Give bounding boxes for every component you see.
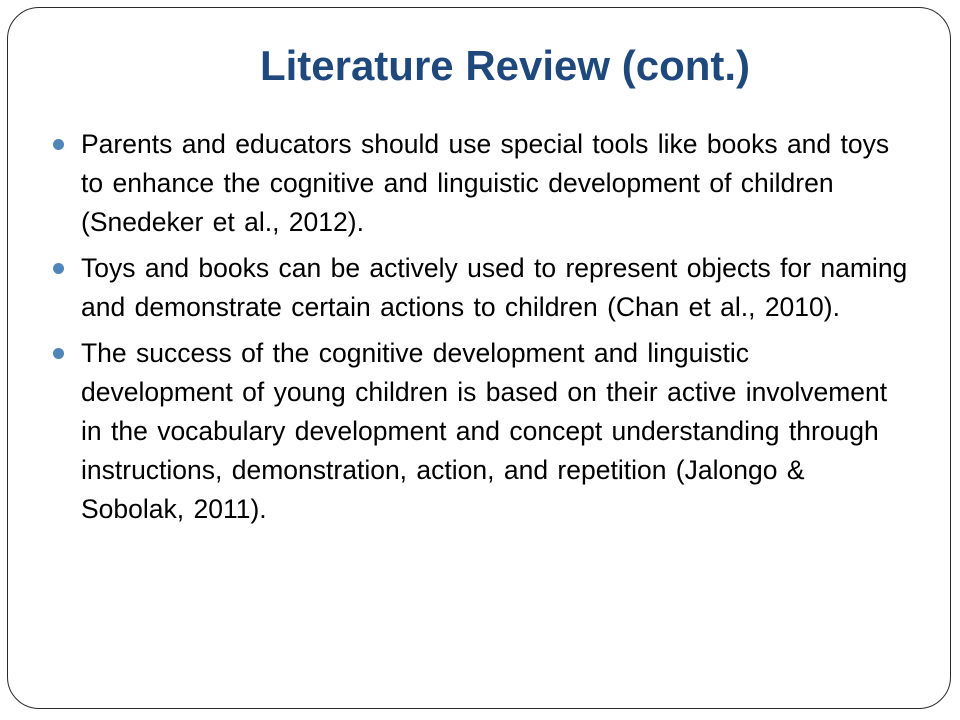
bullet-dot-icon [53,263,64,274]
bullet-dot-icon [53,139,64,150]
bullet-item [50,334,910,529]
bullet-dot-icon [53,348,64,359]
slide-title: Literature Review (cont.) [259,42,751,89]
bullet-list [50,125,910,536]
bullet-item [50,125,910,242]
bullet-text: Parents and educators should use special tools like books and toys to enhance the cognitive and linguistic development of children (Snedeker et al., 2012). [81,129,890,237]
bullet-text: Toys and books can be actively used to represent objects for naming and demonstrate certain actions to children (Chan et al., 2010). [81,253,908,322]
bullet-text: The success of the cognitive development and linguistic development of young children is based on their active involvement in the vocabulary development and concept understanding through instructions, demonstration, action, and repetition (Jalongo & Sobolak, 2011). [81,338,888,524]
bullet-item [50,249,910,327]
